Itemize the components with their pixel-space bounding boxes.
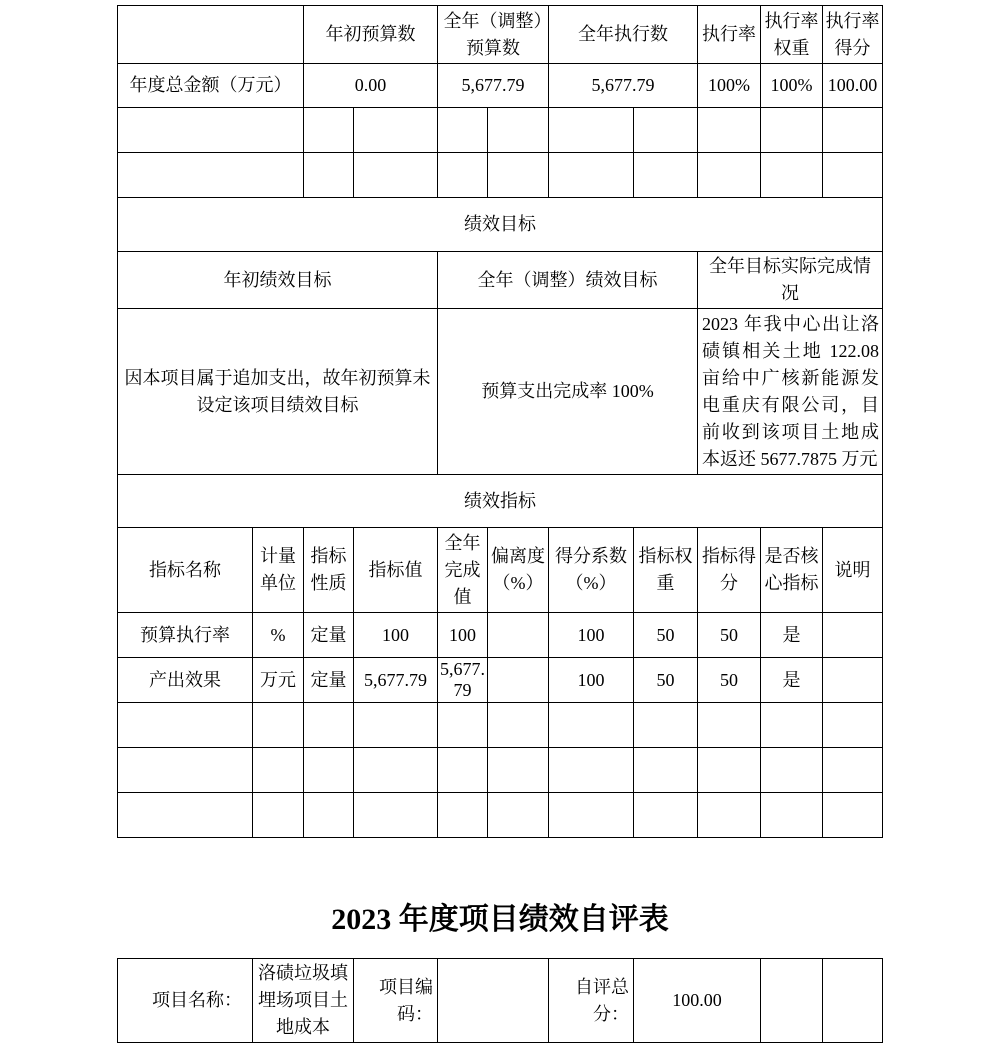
- blank-cell: [118, 108, 304, 153]
- indicator-deviation: [488, 613, 549, 658]
- blank-cell: [698, 748, 761, 793]
- blank-cell: [698, 703, 761, 748]
- blank-cell: [634, 703, 698, 748]
- blank-cell: [354, 703, 438, 748]
- budget-header-rate-weight: 执行率权重: [761, 6, 823, 64]
- goals-section-title: 绩效目标: [118, 198, 883, 252]
- blank-cell: [823, 703, 883, 748]
- blank-cell: [549, 108, 634, 153]
- blank-cell: [304, 703, 354, 748]
- budget-total-execution-rate: 100%: [698, 64, 761, 108]
- indicator-is-core: 是: [761, 613, 823, 658]
- blank-cell: [304, 748, 354, 793]
- self-score-label: 自评总分：: [549, 959, 634, 1043]
- blank-cell: [438, 153, 488, 198]
- blank-cell: [438, 108, 488, 153]
- indicator-name: 预算执行率: [118, 613, 253, 658]
- blank-cell: [488, 748, 549, 793]
- blank-cell: [761, 959, 823, 1043]
- blank-cell: [761, 108, 823, 153]
- blank-cell: [761, 748, 823, 793]
- indicator-unit: %: [253, 613, 304, 658]
- goals-adjusted-text: 预算支出完成率 100%: [438, 309, 698, 475]
- indicator-blank-row: [118, 703, 883, 748]
- blank-cell: [488, 153, 549, 198]
- performance-table: [117, 5, 883, 838]
- blank-cell: [488, 703, 549, 748]
- blank-cell: [823, 108, 883, 153]
- self-score-value: 100.00: [634, 959, 761, 1043]
- indicator-col-deviation: 偏离度（%）: [488, 528, 549, 613]
- blank-cell: [549, 703, 634, 748]
- budget-header-blank-cell: [118, 6, 304, 64]
- indicator-row: [118, 613, 883, 658]
- budget-header-adjusted-budget: 全年（调整）预算数: [438, 6, 549, 64]
- indicator-type: 定量: [304, 658, 354, 703]
- indicator-score: 50: [698, 613, 761, 658]
- blank-cell: [823, 793, 883, 838]
- goals-header-row: [118, 252, 883, 309]
- blank-cell: [118, 703, 253, 748]
- indicator-note: [823, 658, 883, 703]
- indicator-col-name: 指标名称: [118, 528, 253, 613]
- blank-cell: [118, 748, 253, 793]
- indicator-target: 5,677.79: [354, 658, 438, 703]
- budget-header-row: [118, 6, 883, 64]
- indicator-blank-row: [118, 793, 883, 838]
- indicators-header-row: [118, 528, 883, 613]
- goals-header-adjusted: 全年（调整）绩效目标: [438, 252, 698, 309]
- blank-cell: [634, 748, 698, 793]
- project-info-row: [118, 959, 883, 1043]
- indicator-type: 定量: [304, 613, 354, 658]
- indicator-name: 产出效果: [118, 658, 253, 703]
- indicator-actual: 5,677.79: [438, 658, 488, 703]
- indicator-score: 50: [698, 658, 761, 703]
- blank-cell: [354, 108, 438, 153]
- goals-actual-text: 2023 年我中心出让洛碛镇相关土地 122.08 亩给中广核新能源发电重庆有限公司，目前收到该项目土地成本返还 5677.7875 万元: [698, 309, 883, 475]
- budget-total-initial-budget: 0.00: [304, 64, 438, 108]
- goals-content-row: [118, 309, 883, 475]
- blank-cell: [118, 793, 253, 838]
- blank-cell: [634, 793, 698, 838]
- indicators-section-title: 绩效指标: [118, 475, 883, 528]
- blank-cell: [304, 793, 354, 838]
- indicator-col-is-core: 是否核心指标: [761, 528, 823, 613]
- indicator-col-unit: 计量单位: [253, 528, 304, 613]
- blank-cell: [354, 748, 438, 793]
- blank-cell: [304, 108, 354, 153]
- form-title: 2023 年度项目绩效自评表: [331, 903, 669, 936]
- budget-total-actual-execution: 5,677.79: [549, 64, 698, 108]
- goals-initial-text: 因本项目属于追加支出，故年初预算未设定该项目绩效目标: [118, 309, 438, 475]
- indicators-section-row: [118, 475, 883, 528]
- indicator-deviation: [488, 658, 549, 703]
- blank-cell: [438, 748, 488, 793]
- project-code-value: [438, 959, 549, 1043]
- blank-cell: [549, 748, 634, 793]
- blank-cell: [253, 703, 304, 748]
- blank-cell: [698, 793, 761, 838]
- indicator-col-type: 指标性质: [304, 528, 354, 613]
- blank-cell: [118, 153, 304, 198]
- budget-total-label: 年度总金额（万元）: [118, 64, 304, 108]
- indicator-col-actual: 全年完成值: [438, 528, 488, 613]
- blank-cell: [698, 108, 761, 153]
- goals-section-row: [118, 198, 883, 252]
- indicator-col-target: 指标值: [354, 528, 438, 613]
- blank-cell: [823, 748, 883, 793]
- indicator-unit: 万元: [253, 658, 304, 703]
- goals-header-actual: 全年目标实际完成情况: [698, 252, 883, 309]
- blank-cell: [761, 153, 823, 198]
- budget-header-execution-rate: 执行率: [698, 6, 761, 64]
- indicator-target: 100: [354, 613, 438, 658]
- budget-header-rate-score: 执行率得分: [823, 6, 883, 64]
- blank-cell: [438, 793, 488, 838]
- goals-header-initial: 年初绩效目标: [118, 252, 438, 309]
- blank-cell: [488, 793, 549, 838]
- indicator-col-weight: 指标权重: [634, 528, 698, 613]
- blank-cell: [823, 959, 883, 1043]
- indicator-weight: 50: [634, 613, 698, 658]
- indicator-blank-row: [118, 748, 883, 793]
- blank-cell: [438, 703, 488, 748]
- budget-header-actual-execution: 全年执行数: [549, 6, 698, 64]
- blank-cell: [253, 748, 304, 793]
- blank-cell: [634, 108, 698, 153]
- blank-cell: [549, 793, 634, 838]
- indicator-score-coefficient: 100: [549, 658, 634, 703]
- blank-cell: [761, 793, 823, 838]
- indicator-row: [118, 658, 883, 703]
- blank-cell: [698, 153, 761, 198]
- blank-cell: [549, 153, 634, 198]
- blank-cell: [304, 153, 354, 198]
- indicator-actual: 100: [438, 613, 488, 658]
- budget-total-adjusted-budget: 5,677.79: [438, 64, 549, 108]
- budget-blank-row: [118, 153, 883, 198]
- budget-blank-row: [118, 108, 883, 153]
- blank-cell: [253, 793, 304, 838]
- indicator-is-core: 是: [761, 658, 823, 703]
- budget-total-rate-score: 100.00: [823, 64, 883, 108]
- project-name-label: 项目名称：: [118, 959, 253, 1043]
- project-name-value: 洛碛垃圾填埋场项目土地成本: [253, 959, 354, 1043]
- blank-cell: [488, 108, 549, 153]
- indicator-weight: 50: [634, 658, 698, 703]
- project-info-table: [117, 958, 883, 1043]
- indicator-col-score: 指标得分: [698, 528, 761, 613]
- budget-total-row: [118, 64, 883, 108]
- indicator-col-score-coefficient: 得分系数（%）: [549, 528, 634, 613]
- blank-cell: [761, 703, 823, 748]
- project-code-label: 项目编码：: [354, 959, 438, 1043]
- blank-cell: [354, 153, 438, 198]
- budget-header-initial-budget: 年初预算数: [304, 6, 438, 64]
- indicator-score-coefficient: 100: [549, 613, 634, 658]
- budget-total-rate-weight: 100%: [761, 64, 823, 108]
- blank-cell: [354, 793, 438, 838]
- blank-cell: [823, 153, 883, 198]
- indicator-note: [823, 613, 883, 658]
- blank-cell: [634, 153, 698, 198]
- indicator-col-note: 说明: [823, 528, 883, 613]
